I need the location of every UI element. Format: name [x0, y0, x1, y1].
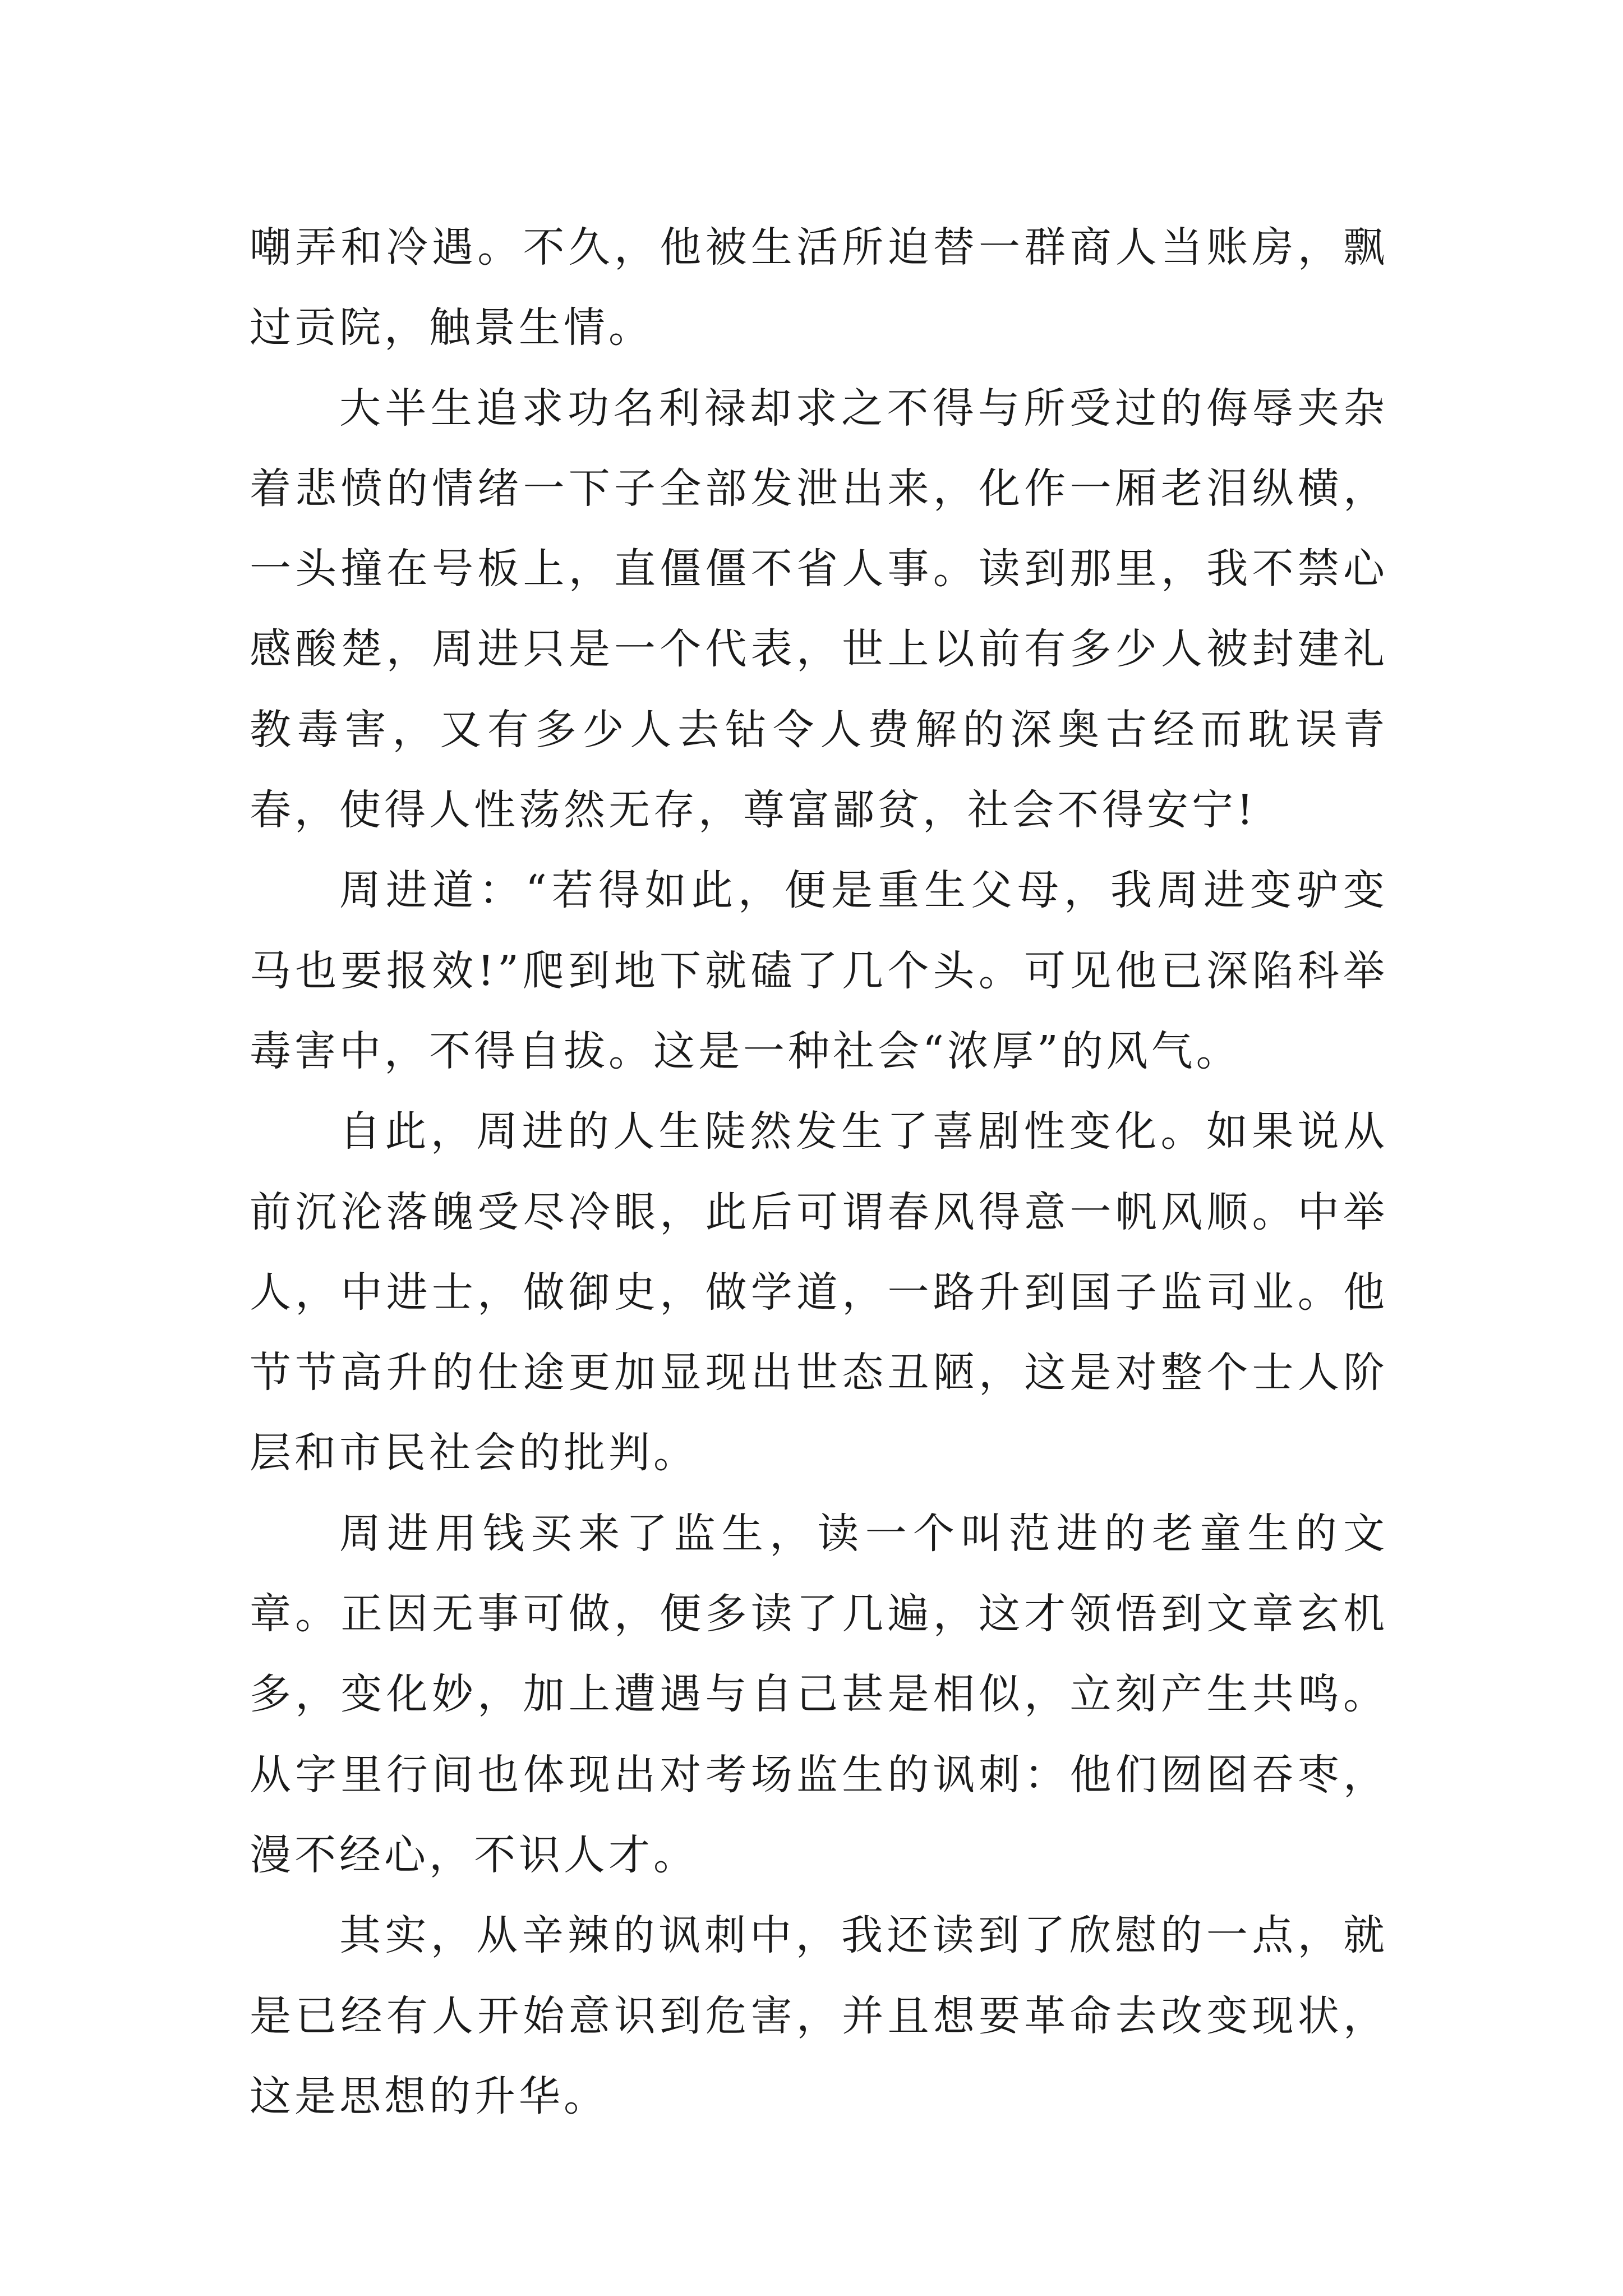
paragraph-5: 周进用钱买来了监生，读一个叫范进的老童生的文章。正因无事可做，便多读了几遍，这才领悟到文章玄机多，变化妙，加上遭遇与自己甚是相似，立刻产生共鸣。从字里行间也体现出对考场监生的讽刺：他们囫囵吞枣，漫不经心，不识人才。 [250, 1509, 1388, 1879]
paragraph-1: 嘲弄和冷遇。不久，他被生活所迫替一群商人当账房，飘过贡院，触景生情。 [250, 223, 1388, 352]
paragraph-6: 其实，从辛辣的讽刺中，我还读到了欣慰的一点，就是已经有人开始意识到危害，并且想要革命去改变现状，这是思想的升华。 [250, 1911, 1388, 2120]
paragraph-4: 自此，周进的人生陡然发生了喜剧性变化。如果说从前沉沦落魄受尽冷眼，此后可谓春风得意一帆风顺。中举人，中进士，做御史，做学道，一路升到国子监司业。他节节高升的仕途更加显现出世态丑陋，这是对整个士人阶层和市民社会的批判。 [250, 1107, 1388, 1478]
paragraph-2: 大半生追求功名利禄却求之不得与所受过的侮辱夹杂着悲愤的情绪一下子全部发泄出来，化作一厢老泪纵横，一头撞在号板上，直僵僵不省人事。读到那里，我不禁心感酸楚，周进只是一个代表，世上以前有多少人被封建礼教毒害，又有多少人去钻令人费解的深奥古经而耽误青春，使得人性荡然无存，尊富鄙贫，社会不得安宁! [250, 384, 1388, 835]
document-body [250, 208, 1388, 2137]
paragraph-3: 周进道：“若得如此，便是重生父母，我周进变驴变马也要报效!”爬到地下就磕了几个头。可见他已深陷科举毒害中，不得自拔。这是一种社会“浓厚”的风气。 [250, 866, 1388, 1075]
